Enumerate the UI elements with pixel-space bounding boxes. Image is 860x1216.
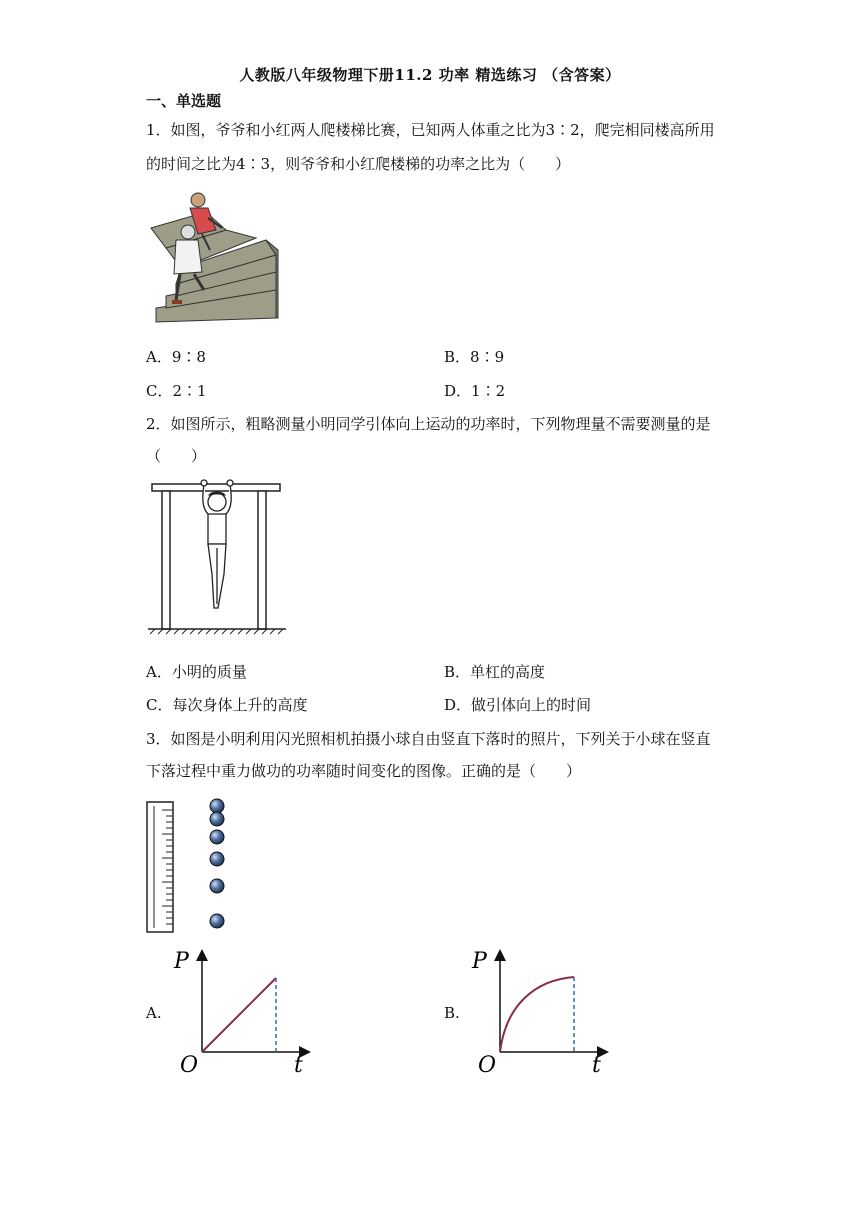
graph-a-origin: O [180, 1053, 199, 1074]
graph-b-y-label: P [472, 949, 487, 974]
question-1-text-line1: 1．如图，爷爷和小红两人爬楼梯比赛，已知两人体重之比为3∶2，爬完相同楼高所用 [146, 121, 715, 139]
pull-up-bar-figure [146, 478, 288, 636]
graph-b-concave-curve [500, 977, 574, 1052]
graph-a-power-vs-time [168, 944, 316, 1074]
graph-a-x-label: t [294, 1053, 303, 1074]
question-2-option-b[interactable]: B．单杠的高度 [444, 663, 546, 681]
question-1-option-c[interactable]: C．2∶1 [146, 382, 207, 400]
question-1-option-b[interactable]: B．8∶9 [444, 348, 505, 366]
question-1-option-a[interactable]: A．9∶8 [146, 348, 206, 366]
question-2-option-c[interactable]: C．每次身体上升的高度 [146, 696, 308, 714]
question-3-option-a[interactable]: A. [146, 1004, 162, 1022]
question-2-option-a[interactable]: A．小明的质量 [146, 663, 247, 681]
section-heading: 一、单选题 [146, 92, 222, 110]
question-1-text-line2: 的时间之比为4∶3，则爷爷和小红爬楼梯的功率之比为（ ） [146, 155, 571, 173]
question-3-text-line2: 下落过程中重力做功的功率随时间变化的图像。正确的是（ ） [146, 762, 582, 780]
question-3-option-b[interactable]: B. [444, 1004, 460, 1022]
graph-a-linear-curve [202, 978, 276, 1052]
graph-b-origin: O [478, 1053, 497, 1074]
graph-b-power-vs-time [466, 944, 614, 1074]
question-2-option-d[interactable]: D．做引体向上的时间 [444, 696, 592, 714]
question-1-option-d[interactable]: D．1∶2 [444, 382, 506, 400]
page-title: 人教版八年级物理下册11.2 功率 精选练习 （含答案） [239, 66, 621, 84]
question-3-text-line1: 3．如图是小明利用闪光照相机拍摄小球自由竖直下落时的照片，下列关于小球在竖直 [146, 730, 711, 748]
graph-b-x-label: t [592, 1053, 601, 1074]
graph-a-y-label: P [174, 949, 189, 974]
question-2-text-line2: （ ） [146, 447, 207, 465]
falling-ball-photo-figure [144, 796, 234, 936]
question-2-text-line1: 2．如图所示，粗略测量小明同学引体向上运动的功率时，下列物理量不需要测量的是 [146, 415, 711, 433]
stair-climbing-figure [146, 190, 281, 330]
